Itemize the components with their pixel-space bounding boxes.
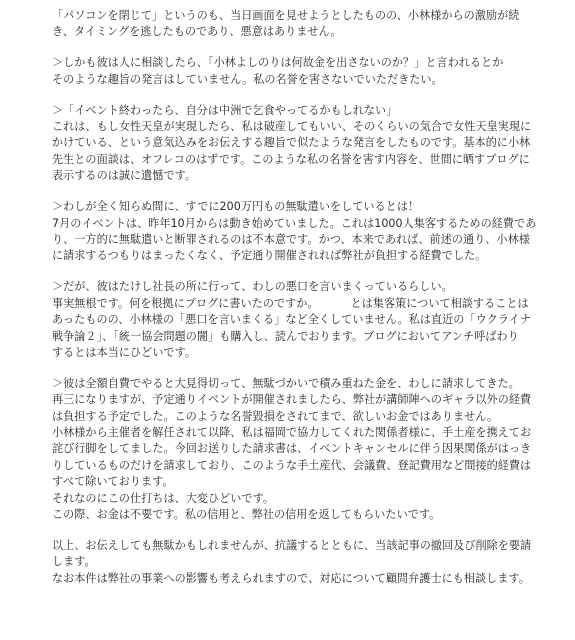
text-line: この際、お金は不要です。私の信用と、弊社の信用を返してもらいたいです。 [52, 508, 441, 522]
paragraph-7 [52, 538, 563, 587]
paragraph-1 [52, 8, 563, 41]
text-line: は負担する予定でした。このような名誉毀損をされてまで、欲しいお金ではありません。 [52, 409, 499, 423]
text-line: 詫び行脚をしてました。今回お送りした請求書は、イベントキャンセルに伴う因果関係がはっき [52, 442, 532, 456]
text-line: あったものの、小林様の「悪口を言いまくる」など全くしていません。私は直近の「ウクライナ [52, 313, 531, 327]
paragraph-6 [52, 376, 563, 524]
text-line: ＞わしが全く知らぬ間に、すでに200万円もの無駄遣いをしているとは！ [52, 200, 420, 214]
text-run: とは集客策について相談することは [350, 296, 529, 310]
text-line: 先生との面談は、オフレコのはずです。このような私の名誉を害す内容を、世間に晒すブログに [52, 152, 530, 166]
text-line: 7月のイベントは、昨年10月からは動き始めていました。これは1000人集客するための経費であ [52, 216, 537, 230]
text-line: き、タイミングを逃したものであり、悪意はありません。 [52, 25, 342, 39]
paragraph-4 [52, 199, 563, 265]
text-line: 再三になりますが、予定通りイベントが開催されましたら、弊社が講師陣へのギャラ以外の経費 [52, 393, 532, 407]
text-line: すべて除いております。 [52, 475, 174, 489]
text-line: 「パソコンを閉じて」というのも、当日画面を見せようとしたものの、小林様からの激励が続 [52, 9, 520, 22]
text-line: そのような趣旨の発言はしていません。私の名誉を害さないでいただきたい。 [52, 72, 443, 86]
text-line: 表示するのは誠に遺憾です。 [52, 169, 196, 183]
text-line: するとは本当にひどいです。 [52, 345, 196, 359]
paragraph-3 [52, 103, 563, 185]
text-line: 小林様から主催者を解任されて以降、私は福岡で協力してくれた関係者様に、手土産を携えてお [52, 426, 532, 440]
text-line: これは、もし女性天皇が実現したら、私は破産してもいい、そのくらいの気合で女性天皇実現に [52, 120, 532, 134]
text-line-with-gap [52, 296, 563, 312]
text-line: り、一方的に無駄遣いと断罪されるのは不本意です。かつ、本来であれば、前述の通り、小林様 [52, 232, 530, 246]
paragraph-2 [52, 55, 563, 88]
text-line: 以上、お伝えしても無駄かもしれませんが、抗議するとともに、当該記事の撤回及び削除を要請 [52, 538, 532, 552]
text-line: かけている、という意気込みをお伝えする趣旨で似たような発言をしたものです。基本的に小林 [52, 136, 531, 150]
text-line: 戦争論２」、「統一協会問題の闇」も購入し、読んでおります。ブログにおいてアンチ呼ばわり [52, 329, 519, 343]
text-line: ＞彼は全額自費でやると大見得切って、無駄づかいで積み重ねた金を、わしに請求してきた。 [52, 376, 520, 390]
text-line: それなのにこの仕打ちは、大変ひどいです。 [52, 491, 274, 505]
text-line: します。 [52, 555, 96, 569]
text-line: ＞しかも彼は人に相談したら、「小林よしのりは何故金を出さないのか？」と言われるとか [52, 56, 504, 70]
paragraph-5 [52, 279, 563, 361]
text-line: りしているものだけを請求しており、このような手土産代、会議費、登記費用など間接的経費は [52, 458, 532, 472]
text-line: ＞だが、彼はたけし社長の所に行って、わしの悪口を言いまくっているらしい。 [52, 280, 453, 294]
text-run: 事実無根です。何を根拠にブログに書いたのですか。 [52, 296, 319, 310]
text-line: なお本件は弊社の事業への影響も考えられますので、対応について顧問弁護士にも相談します。 [52, 571, 530, 585]
text-line: ＞「イベント終わったら、自分は中洲で乞食やってるかもしれない」 [52, 103, 398, 117]
text-line: に請求するつもりはまったくなく、予定通り開催されれば弊社が負担する経費でした。 [52, 249, 487, 263]
